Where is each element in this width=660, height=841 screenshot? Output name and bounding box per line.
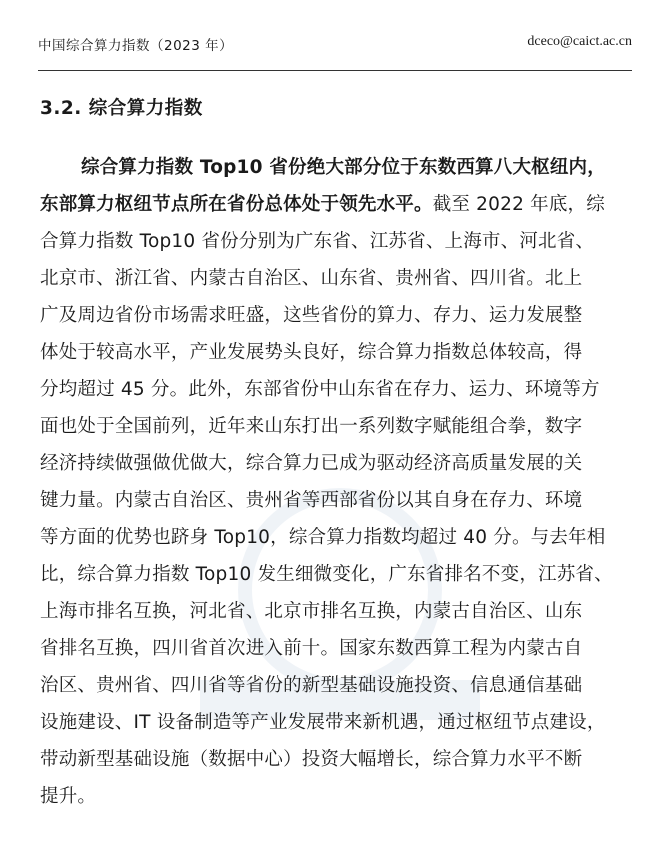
paragraph-line: 等方面的优势也跻身 Top10，综合算力指数均超过 40 分。与去年相 [40, 527, 606, 548]
paragraph-line: 设施建设、IT 设备制造等产业发展带来新机遇，通过枢纽节点建设， [40, 712, 606, 733]
header-report-title: 中国综合算力指数（2023 年） [38, 38, 234, 54]
paragraph-line: 分均超过 45 分。此外，东部省份中山东省在存力、运力、环境等方 [40, 379, 600, 400]
section-title: 3.2. 综合算力指数 [40, 98, 203, 119]
paragraph-line: 提升。 [40, 786, 97, 807]
paragraph-line: 经济持续做强做优做大，综合算力已成为驱动经济高质量发展的关 [40, 453, 583, 474]
paragraph-line: 键力量。内蒙古自治区、贵州省等西部省份以其自身在存力、环境 [40, 490, 583, 511]
paragraph-line: 上海市排名互换，河北省、北京市排名互换，内蒙古自治区、山东 [40, 601, 583, 622]
paragraph-line: 面也处于全国前列，近年来山东打出一系列数字赋能组合拳，数字 [40, 416, 583, 437]
paragraph-line: 北京市、浙江省、内蒙古自治区、山东省、贵州省、四川省。北上 [40, 268, 583, 289]
paragraph-line: 东部算力枢纽节点所在省份总体处于领先水平。截至 2022 年底，综 [40, 194, 605, 215]
paragraph-line: 比，综合算力指数 Top10 发生细微变化，广东省排名不变，江苏省、 [40, 564, 613, 585]
paragraph-line: 省排名互换，四川省首次进入前十。国家东数西算工程为内蒙古自 [40, 638, 583, 659]
paragraph-line: 带动新型基础设施（数据中心）投资大幅增长，综合算力水平不断 [40, 749, 583, 770]
paragraph-line: 合算力指数 Top10 省份分别为广东省、江苏省、上海市、河北省、 [40, 231, 595, 252]
paragraph-line: 体处于较高水平，产业发展势头良好，综合算力指数总体较高，得 [40, 342, 583, 363]
paragraph-line: 广及周边省份市场需求旺盛，这些省份的算力、存力、运力发展整 [40, 305, 583, 326]
paragraph-line: 综合算力指数 Top10 省份绝大部分位于东数西算八大枢纽内， [81, 157, 606, 178]
paragraph-line: 治区、贵州省、四川省等省份的新型基础设施投资、信息通信基础 [40, 675, 583, 696]
header-email: dceco@caict.ac.cn [527, 34, 632, 49]
page-header [38, 34, 632, 71]
